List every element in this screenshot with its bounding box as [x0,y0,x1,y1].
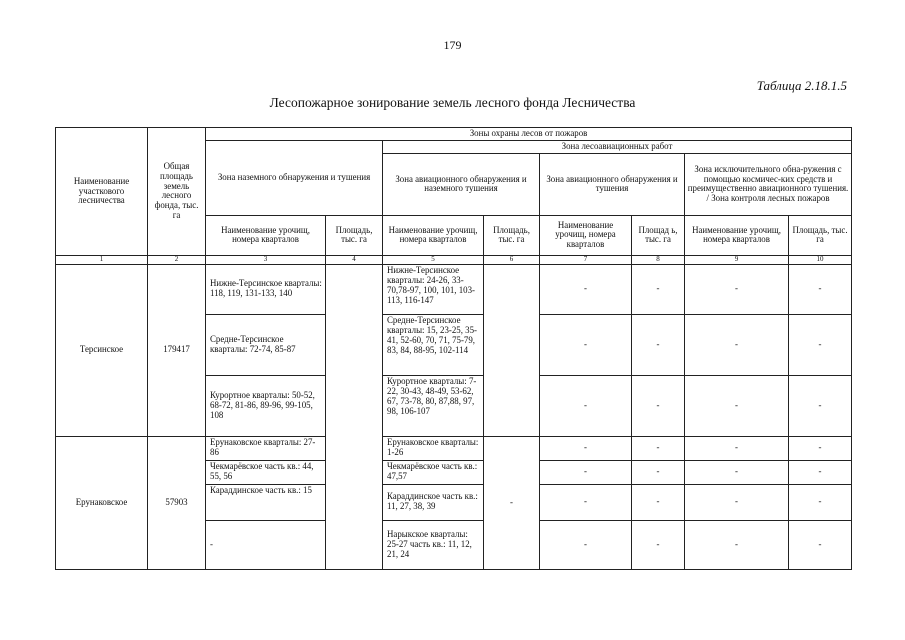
header-aviation-ground: Зона авиационного обнаружения и наземного тушения [383,153,540,215]
aviation-zone-tracts: Нижне-Терсинское кварталы: 24-26, 33-70,78-97, 100, 101, 103-113, 116-147 [383,264,484,314]
forestry-area: 179417 [148,264,206,436]
column-number: 9 [685,255,789,264]
dash-cell: - [632,264,685,314]
dash-cell: - [540,520,632,569]
dash-cell: - [789,520,852,569]
column-number: 2 [148,255,206,264]
header-aviation-zone: Зона лесоавиационных работ [383,141,852,154]
dash-cell: - [685,436,789,460]
subheader-aviation-area: Площадь, тыс. га [484,215,540,255]
fire-zoning-table [55,127,852,570]
dash-cell: - [685,375,789,436]
dash-cell: - [540,460,632,484]
subheader-detection-area: Площад ь, тыс. га [632,215,685,255]
column-number: 6 [484,255,540,264]
ground-zone-area [326,264,383,569]
dash-cell: - [685,520,789,569]
dash-cell: - [540,436,632,460]
dash-cell: - [789,314,852,375]
header-aviation-detection: Зона авиационного обнаружения и тушения [540,153,685,215]
dash-cell: - [632,520,685,569]
dash-cell: - [632,375,685,436]
aviation-zone-tracts: Караддинское часть кв.: 11, 27, 38, 39 [383,484,484,520]
forestry-name: Ерунаковское [56,436,148,569]
subheader-space-name: Наименование урочищ, номера кварталов [685,215,789,255]
column-number: 8 [632,255,685,264]
subheader-ground-name: Наименование урочищ, номера кварталов [206,215,326,255]
column-number: 5 [383,255,484,264]
dash-cell: - [685,460,789,484]
header-space-zone: Зона исключительного обна-ружения с помощью космичес-ких средств и преимущественно авиационного тушения. / Зона контроля лесных пожаров [685,153,852,215]
page-number: 179 [443,38,462,52]
dash-cell: - [789,264,852,314]
dash-cell: - [540,484,632,520]
column-number: 1 [56,255,148,264]
dash-cell: - [789,375,852,436]
dash-cell: - [632,460,685,484]
table-label: Таблица 2.18.1.5 [756,78,847,93]
subheader-ground-area: Площадь, тыс. га [326,215,383,255]
subheader-aviation-name: Наименование урочищ, номера кварталов [383,215,484,255]
column-number: 10 [789,255,852,264]
dash-cell: - [632,436,685,460]
ground-zone-tracts: Чекмарёвское часть кв.: 44, 55, 56 [206,460,326,484]
header-area: Общая площадь земель лесного фонда, тыс. га [148,128,206,256]
forestry-area: 57903 [148,436,206,569]
dash-cell: - [789,484,852,520]
dash-cell: - [540,314,632,375]
dash-cell: - [540,264,632,314]
document-title: Лесопожарное зонирование земель лесного фонда Лесничества [269,95,636,110]
aviation-zone-area [484,264,540,436]
table-row [56,264,852,314]
dash-cell: - [789,436,852,460]
forestry-name: Терсинское [56,264,148,436]
header-name: Наименование участкового лесничества [56,128,148,256]
aviation-zone-tracts: Ерунаковское кварталы: 1-26 [383,436,484,460]
subheader-space-area: Площадь, тыс. га [789,215,852,255]
ground-zone-tracts: - [206,520,326,569]
dash-cell: - [632,484,685,520]
column-number: 7 [540,255,632,264]
subheader-detection-name: Наименование урочищ, номера кварталов [540,215,632,255]
aviation-zone-tracts: Нарыкское кварталы: 25-27 часть кв.: 11, 12, 21, 24 [383,520,484,569]
ground-zone-tracts: Средне-Терсинское кварталы: 72-74, 85-87 [206,314,326,375]
dash-cell: - [540,375,632,436]
dash-cell: - [685,264,789,314]
dash-cell: - [685,314,789,375]
aviation-zone-tracts: Курортное кварталы: 7-22, 30-43, 48-49, 53-62, 67, 73-78, 80, 87,88, 97, 98, 106-107 [383,375,484,436]
aviation-zone-tracts: Средне-Терсинское кварталы: 15, 23-25, 35-41, 52-60, 70, 71, 75-79, 83, 84, 88-95, 102-114 [383,314,484,375]
column-number: 3 [206,255,326,264]
column-number: 4 [326,255,383,264]
aviation-zone-tracts: Чекмарёвское часть кв.: 47,57 [383,460,484,484]
ground-zone-tracts: Ерунаковское кварталы: 27-86 [206,436,326,460]
aviation-zone-area: - [484,436,540,569]
header-protection-zones: Зоны охраны лесов от пожаров [206,128,852,141]
dash-cell: - [632,314,685,375]
ground-zone-tracts: Караддинское часть кв.: 15 [206,484,326,520]
header-ground-zone: Зона наземного обнаружения и тушения [206,141,383,216]
dash-cell: - [789,460,852,484]
dash-cell: - [685,484,789,520]
ground-zone-tracts: Нижне-Терсинское кварталы: 118, 119, 131-133, 140 [206,264,326,314]
table-row [56,436,852,460]
ground-zone-tracts: Курортное кварталы: 50-52, 68-72, 81-86, 89-96, 99-105, 108 [206,375,326,436]
